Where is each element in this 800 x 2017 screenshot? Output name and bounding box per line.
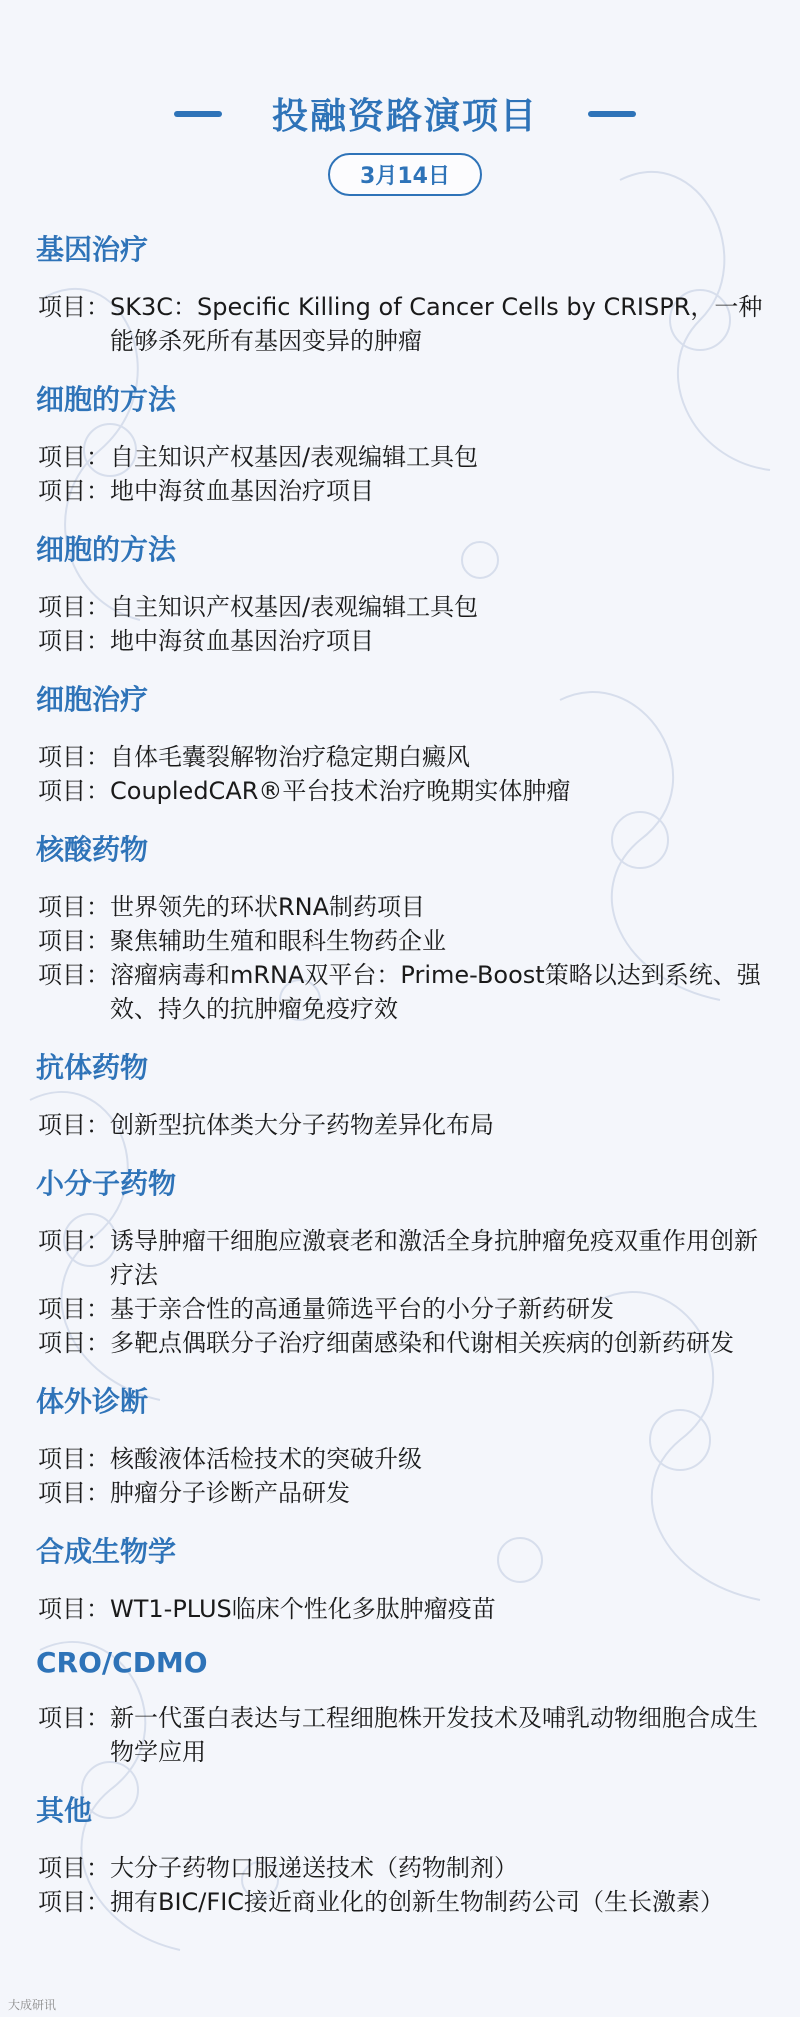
project-item <box>38 1885 772 1919</box>
section-title: 细胞治疗 <box>36 683 149 716</box>
project-label: 项目： <box>38 743 110 771</box>
project-label: 项目： <box>38 477 110 505</box>
project-item <box>38 1224 772 1292</box>
project-text: WT1-PLUS临床个性化多肽肿瘤疫苗 <box>110 1595 496 1623</box>
sections-list <box>38 228 772 1919</box>
project-label: 项目： <box>38 1111 110 1139</box>
section <box>38 378 772 508</box>
project-text: 世界领先的环状RNA制药项目 <box>110 893 426 921</box>
project-text: 多靶点偶联分子治疗细菌感染和代谢相关疾病的创新药研发 <box>110 1329 734 1357</box>
project-label: 项目： <box>38 627 110 655</box>
section-title: 基因治疗 <box>36 233 149 266</box>
section <box>38 1646 772 1769</box>
project-label: 项目： <box>38 1329 110 1357</box>
project-label: 项目： <box>38 1445 110 1473</box>
project-label: 项目： <box>38 443 110 471</box>
project-item <box>38 590 772 624</box>
project-item <box>38 924 772 958</box>
page-title: 投融资路演项目 <box>271 96 538 137</box>
section <box>38 228 772 358</box>
project-text: 拥有BIC/FIC接近商业化的创新生物制药公司（生长激素） <box>110 1888 725 1916</box>
project-text: 诱导肿瘤干细胞应激衰老和激活全身抗肿瘤免疫双重作用创新疗法 <box>110 1227 758 1289</box>
section <box>38 1789 772 1919</box>
project-text: 核酸液体活检技术的突破升级 <box>110 1445 422 1473</box>
project-item <box>38 440 772 474</box>
project-item <box>38 1292 772 1326</box>
project-item <box>38 1442 772 1476</box>
project-label: 项目： <box>38 1227 110 1255</box>
section <box>38 1380 772 1510</box>
left-dash-decoration <box>174 111 222 117</box>
watermark-logo: 大成研讯 <box>8 1998 57 2012</box>
project-text: 自主知识产权基因/表观编辑工具包 <box>110 443 479 471</box>
section <box>38 528 772 658</box>
section-title: 细胞的方法 <box>36 533 177 566</box>
project-text: CoupledCAR®平台技术治疗晚期实体肿瘤 <box>110 777 571 805</box>
project-text: 新一代蛋白表达与工程细胞株开发技术及哺乳动物细胞合成生物学应用 <box>110 1704 758 1766</box>
project-label: 项目： <box>38 1595 110 1623</box>
project-item <box>38 1701 772 1769</box>
project-label: 项目： <box>38 1479 110 1507</box>
project-text: 基于亲合性的高通量筛选平台的小分子新药研发 <box>110 1295 614 1323</box>
section <box>38 1530 772 1626</box>
header <box>38 0 772 208</box>
project-item <box>38 1476 772 1510</box>
project-text: SK3C：Specific Killing of Cancer Cells by CRISPR，一种能够杀死所有基因变异的肿瘤 <box>110 293 763 355</box>
project-item <box>38 290 772 358</box>
project-label: 项目： <box>38 1888 110 1916</box>
project-text: 创新型抗体类大分子药物差异化布局 <box>110 1111 494 1139</box>
project-item <box>38 624 772 658</box>
section <box>38 1162 772 1360</box>
section-title: 核酸药物 <box>36 833 149 866</box>
section <box>38 678 772 808</box>
project-text: 自体毛囊裂解物治疗稳定期白癜风 <box>110 743 470 771</box>
section-title: 细胞的方法 <box>36 383 177 416</box>
section-title: 合成生物学 <box>36 1535 177 1568</box>
section <box>38 1046 772 1142</box>
project-item <box>38 1592 772 1626</box>
project-text: 肿瘤分子诊断产品研发 <box>110 1479 350 1507</box>
project-item <box>38 474 772 508</box>
right-dash-decoration <box>588 111 636 117</box>
project-text: 自主知识产权基因/表观编辑工具包 <box>110 593 479 621</box>
project-label: 项目： <box>38 893 110 921</box>
section-title: CRO/CDMO <box>36 1646 208 1679</box>
project-text: 溶瘤病毒和mRNA双平台：Prime-Boost策略以达到系统、强效、持久的抗肿瘤免疫疗效 <box>110 961 761 1023</box>
project-label: 项目： <box>38 927 110 955</box>
section-title: 小分子药物 <box>36 1167 177 1200</box>
project-label: 项目： <box>38 961 110 989</box>
section-title: 抗体药物 <box>36 1051 149 1084</box>
section-title: 其他 <box>36 1794 93 1827</box>
project-label: 项目： <box>38 777 110 805</box>
title-row <box>38 88 772 139</box>
section <box>38 828 772 1026</box>
date-badge: 3月14日 <box>328 153 482 196</box>
project-label: 项目： <box>38 1704 110 1732</box>
project-item <box>38 740 772 774</box>
project-text: 地中海贫血基因治疗项目 <box>110 477 374 505</box>
project-text: 地中海贫血基因治疗项目 <box>110 627 374 655</box>
project-item <box>38 1851 772 1885</box>
project-label: 项目： <box>38 1295 110 1323</box>
project-item <box>38 1108 772 1142</box>
project-item <box>38 890 772 924</box>
project-text: 大分子药物口服递送技术（药物制剂） <box>110 1854 518 1882</box>
project-item <box>38 958 772 1026</box>
project-label: 项目： <box>38 1854 110 1882</box>
project-text: 聚焦辅助生殖和眼科生物药企业 <box>110 927 446 955</box>
section-title: 体外诊断 <box>36 1385 149 1418</box>
project-item <box>38 774 772 808</box>
project-label: 项目： <box>38 593 110 621</box>
project-label: 项目： <box>38 293 110 321</box>
project-item <box>38 1326 772 1360</box>
